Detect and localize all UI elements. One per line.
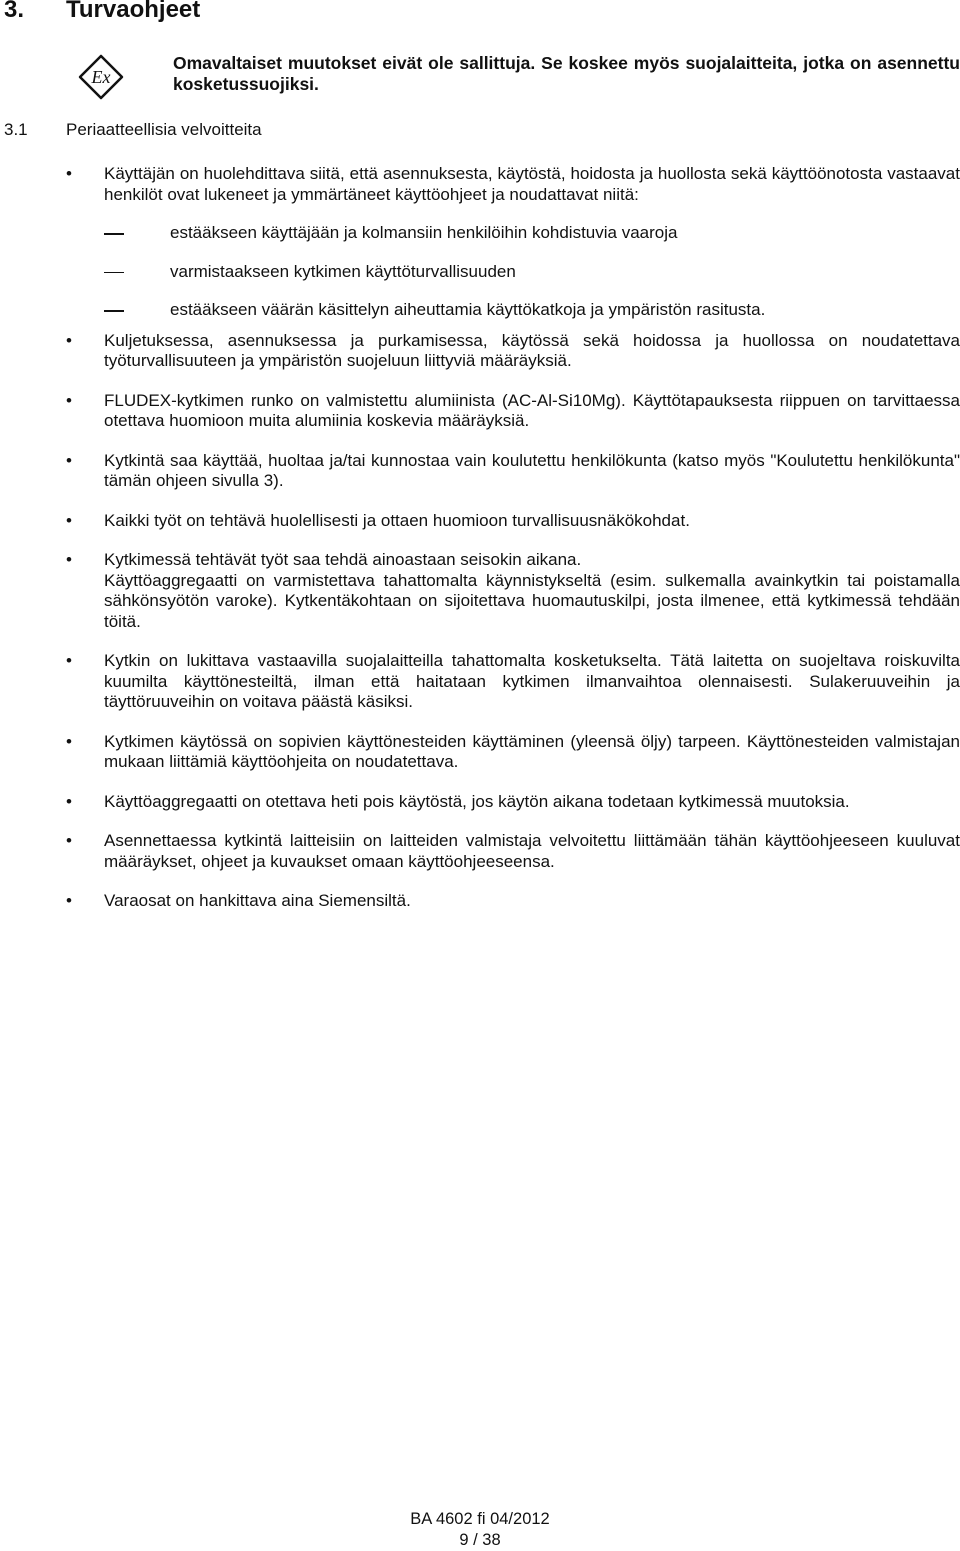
page-footer — [0, 1509, 960, 1551]
list-item — [66, 451, 960, 492]
list-item — [66, 331, 960, 372]
ex-explosion-protection-icon — [78, 54, 124, 100]
list-item-text: Kytkimen käytössä on sopivien käyttönesteiden käyttäminen (yleensä öljy) tarpeen. Käyttönesteiden valmistajan mukaan liittämiä käyttöohjeita on noudatettava. — [104, 731, 960, 771]
dash-item — [104, 223, 960, 244]
list-item-text: Kytkimessä tehtävät työt saa tehdä ainoastaan seisokin aikana. — [104, 550, 582, 569]
bullet-icon: • — [66, 791, 72, 811]
dash-item — [104, 262, 960, 283]
bullet-icon: • — [66, 731, 72, 751]
list-item — [66, 164, 960, 321]
dash-icon — [104, 310, 124, 312]
dash-item-text: estääkseen väärän käsittelyn aiheuttamia käyttökatkoja ja ympäristön rasitusta. — [170, 300, 766, 319]
list-item-text: Kytkintä saa käyttää, huoltaa ja/tai kunnostaa vain koulutettu henkilökunta (katso myös "Koulutettu henkilökunta" tämän ohjeen sivulla 3). — [104, 450, 960, 490]
list-item — [66, 391, 960, 432]
list-item-text: FLUDEX-kytkimen runko on valmistettu alumiinista (AC-Al-Si10Mg). Käyttötapauksesta riippuen on tarvittaessa otettava huomioon muita alumiinia koskevia määräyksiä. — [104, 390, 960, 430]
list-item — [66, 550, 960, 632]
subsection-heading — [4, 120, 262, 140]
list-item-text: Varaosat on hankittava aina Siemensiltä. — [104, 891, 411, 910]
subsection-number: 3.1 — [4, 120, 28, 139]
dash-item-text: estääkseen käyttäjään ja kolmansiin henkilöihin kohdistuvia vaaroja — [170, 223, 678, 242]
list-item-text: Käyttöaggregaatti on otettava heti pois käytöstä, jos käytön aikana todetaan kytkimessä muutoksia. — [104, 791, 850, 811]
bullet-icon: • — [66, 164, 72, 183]
bullet-icon: • — [66, 450, 72, 470]
list-item-text: Kaikki työt on tehtävä huolellisesti ja ottaen huomioon turvallisuusnäkökohdat. — [104, 510, 690, 530]
bullet-icon: • — [66, 550, 72, 569]
bullet-icon: • — [66, 390, 72, 410]
list-item — [66, 831, 960, 872]
list-item — [66, 511, 960, 532]
section-heading — [4, 0, 200, 24]
subsection-title: Periaatteellisia velvoitteita — [66, 120, 262, 139]
section-number: 3. — [4, 0, 25, 23]
bullet-list — [66, 164, 960, 912]
list-item-text: Käyttöaggregaatti on varmistettava tahattomalta käynnistykseltä (esim. sulkemalla avainkytkin tai poistamalla sähkönsyötön varoke). Kytkentäkohtaan on sijoitettava huomautuskilpi, josta ilmenee, että kytkimessä tehdään töitä. — [104, 570, 960, 631]
dash-item — [104, 300, 960, 321]
dash-item-text: varmistaakseen kytkimen käyttöturvallisuuden — [170, 261, 516, 281]
section-title: Turvaohjeet — [66, 0, 201, 23]
list-item — [66, 651, 960, 713]
bullet-icon: • — [66, 510, 72, 530]
list-item-text: Käyttäjän on huolehdittava siitä, että asennuksesta, käytöstä, hoidosta ja huollosta sekä käyttöönotosta vastaavat henkilöt ovat lukeneet ja ymmärtäneet käyttöohjeet ja noudattavat niitä: — [104, 164, 960, 204]
list-item — [66, 732, 960, 773]
list-item-text: Kuljetuksessa, asennuksessa ja purkamisessa, käytössä sekä hoidossa ja huollossa on noudatettava työturvallisuuteen ja ympäristön suojeluun liittyviä määräyksiä. — [104, 330, 960, 370]
list-item — [66, 891, 960, 912]
bullet-icon: • — [66, 831, 72, 850]
list-item-text: Asennettaessa kytkintä laitteisiin on laitteiden valmistaja velvoitettu liittämään tähän käyttöohjeeseen kuuluvat määräykset, ohjeet ja kuvaukset omaan käyttöohjeeseensa. — [104, 831, 960, 871]
warning-text: Omavaltaiset muutokset eivät ole sallittuja. Se koskee myös suojalaitteita, jotka on asennettu kosketussuojiksi. — [173, 53, 960, 94]
bullet-icon: • — [66, 651, 72, 670]
bullet-icon: • — [66, 891, 72, 910]
list-item — [66, 792, 960, 813]
dash-list — [104, 223, 960, 321]
document-id: BA 4602 fi 04/2012 — [410, 1510, 550, 1528]
page-number: 9 / 38 — [459, 1531, 501, 1549]
bullet-icon: • — [66, 330, 72, 350]
dash-icon — [104, 272, 124, 274]
dash-icon — [104, 233, 124, 235]
list-item-text: Kytkin on lukittava vastaavilla suojalaitteilla tahattomalta kosketukselta. Tätä laitetta on suojeltava roiskuvilta kuumilta käyttönesteiltä, ilman että haitataan kytkimen ilmanvaihtoa olennaisesti. Sulakeruuveihin ja täyttöruuveihin on voitava päästä käsiksi. — [104, 651, 960, 711]
svg-text:Ex: Ex — [91, 67, 111, 87]
